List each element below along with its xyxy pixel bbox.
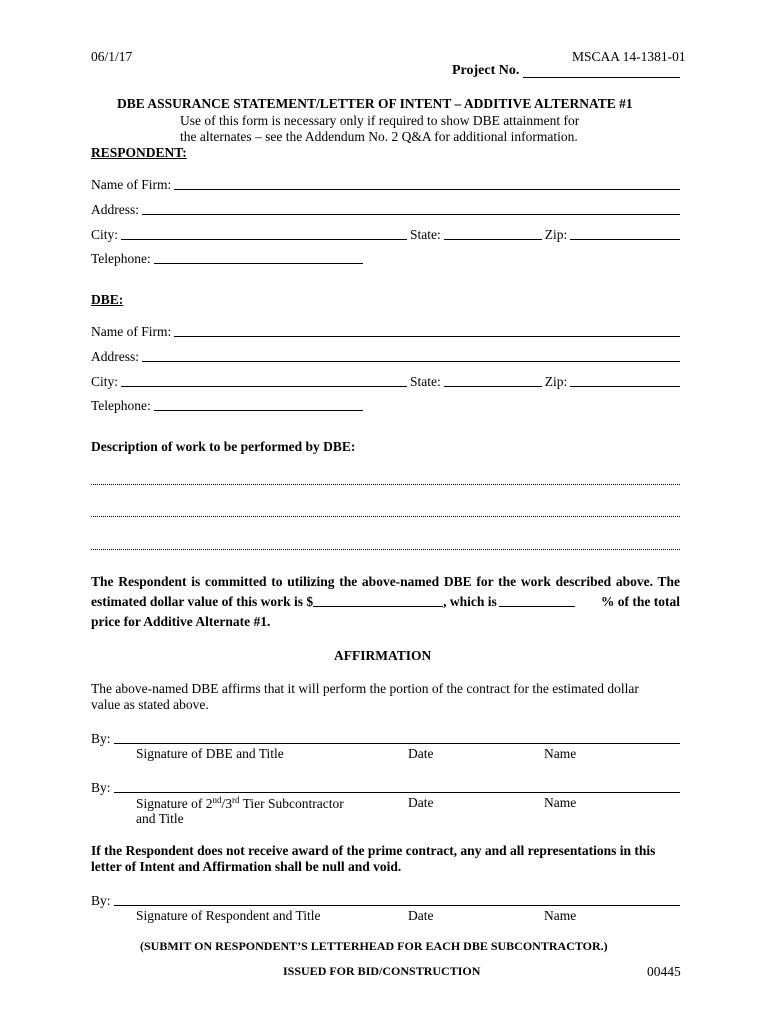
project-number-label: Project No. (452, 63, 520, 78)
respondent-state-label: State: (410, 226, 441, 242)
dbe-state-field[interactable] (444, 374, 542, 387)
issued-label: ISSUED FOR BID/CONSTRUCTION (283, 964, 481, 978)
respondent-telephone-field[interactable] (154, 251, 363, 264)
respondent-telephone-row (91, 251, 363, 265)
dbe-address-row (91, 349, 680, 363)
dbe-firm-field[interactable] (174, 324, 680, 337)
work-description-line-1[interactable] (91, 484, 680, 485)
dbe-firm-row (91, 324, 680, 338)
affirmation-heading: AFFIRMATION (334, 648, 432, 663)
respondent-state-field[interactable] (444, 227, 542, 240)
dbe-signature-caption: Signature of DBE and Title (136, 746, 284, 761)
dbe-city-label: City: (91, 373, 119, 389)
dbe-signature-row (91, 731, 680, 745)
tier-signature-field[interactable] (114, 780, 680, 793)
respondent-city-field[interactable] (121, 227, 407, 240)
respondent-zip-field[interactable] (570, 227, 680, 240)
tier-name-caption: Name (544, 795, 577, 810)
work-description-label: Description of work to be performed by DBE: (91, 439, 356, 454)
form-subtitle-line2: the alternates – see the Addendum No. 2 Q&A for additional information. (180, 129, 578, 144)
tier-date-caption: Date (408, 795, 434, 810)
respondent-date-caption: Date (408, 908, 434, 923)
respondent-heading: RESPONDENT: (91, 145, 187, 160)
affirmation-text-line2: value as stated above. (91, 697, 209, 712)
respondent-telephone-label: Telephone: (91, 250, 151, 266)
null-void-line2: letter of Intent and Affirmation shall be null and void. (91, 859, 402, 874)
dbe-telephone-row (91, 398, 363, 412)
respondent-firm-label: Name of Firm: (91, 176, 172, 192)
respondent-address-row (91, 202, 680, 216)
tier-signature-caption-line2: and Title (136, 811, 184, 826)
respondent-signature-row (91, 893, 680, 907)
by-label: By: (91, 779, 111, 795)
respondent-name-caption: Name (544, 908, 577, 923)
submit-note: (SUBMIT ON RESPONDENT’S LETTERHEAD FOR EACH DBE SUBCONTRACTOR.) (140, 939, 608, 953)
dbe-firm-label: Name of Firm: (91, 323, 172, 339)
dbe-signature-field[interactable] (114, 731, 680, 744)
respondent-firm-row (91, 177, 680, 191)
document-date: 06/1/17 (91, 49, 133, 64)
tier-signature-caption: Signature of 2nd/3rd Tier Subcontractor (136, 795, 344, 811)
form-title: DBE ASSURANCE STATEMENT/LETTER OF INTENT – ADDITIVE ALTERNATE #1 (117, 96, 633, 111)
dbe-address-label: Address: (91, 348, 139, 364)
project-number-field[interactable] (523, 77, 680, 78)
respondent-city-label: City: (91, 226, 119, 242)
respondent-city-row (91, 227, 680, 241)
respondent-signature-caption: Signature of Respondent and Title (136, 908, 321, 923)
page-code: 00445 (647, 964, 681, 979)
commitment-line-3: price for Additive Alternate #1. (91, 614, 271, 629)
respondent-address-field[interactable] (142, 202, 680, 215)
dbe-telephone-label: Telephone: (91, 397, 151, 413)
form-subtitle-line1: Use of this form is necessary only if required to show DBE attainment for (180, 113, 580, 128)
respondent-signature-field[interactable] (114, 893, 680, 906)
dbe-state-label: State: (410, 373, 441, 389)
percent-value-field[interactable] (499, 594, 575, 607)
respondent-address-label: Address: (91, 201, 139, 217)
commitment-line-1: The Respondent is committed to utilizing the above-named DBE for the work described above. The (91, 574, 680, 589)
document-code: MSCAA 14-1381-01 (572, 49, 686, 64)
dbe-city-row (91, 374, 680, 388)
dbe-city-field[interactable] (121, 374, 407, 387)
dbe-zip-field[interactable] (570, 374, 680, 387)
dbe-address-field[interactable] (142, 349, 680, 362)
dbe-telephone-field[interactable] (154, 398, 363, 411)
respondent-firm-field[interactable] (174, 177, 680, 190)
null-void-line1: If the Respondent does not receive award of the prime contract, any and all representations in this (91, 843, 656, 858)
dbe-date-caption: Date (408, 746, 434, 761)
work-description-line-2[interactable] (91, 516, 680, 517)
respondent-zip-label: Zip: (544, 226, 568, 242)
dollar-value-field[interactable] (313, 594, 443, 607)
affirmation-text-line1: The above-named DBE affirms that it will perform the portion of the contract for the estimated dollar (91, 681, 639, 696)
dbe-name-caption: Name (544, 746, 577, 761)
work-description-line-3[interactable] (91, 549, 680, 550)
percent-of-total-text: % of the total (600, 593, 680, 609)
dbe-zip-label: Zip: (544, 373, 568, 389)
dbe-heading: DBE: (91, 292, 124, 307)
tier-signature-row (91, 780, 680, 794)
by-label: By: (91, 730, 111, 746)
commitment-line-2: estimated dollar value of this work is $ , which is % of the total (91, 593, 680, 609)
by-label: By: (91, 892, 111, 908)
